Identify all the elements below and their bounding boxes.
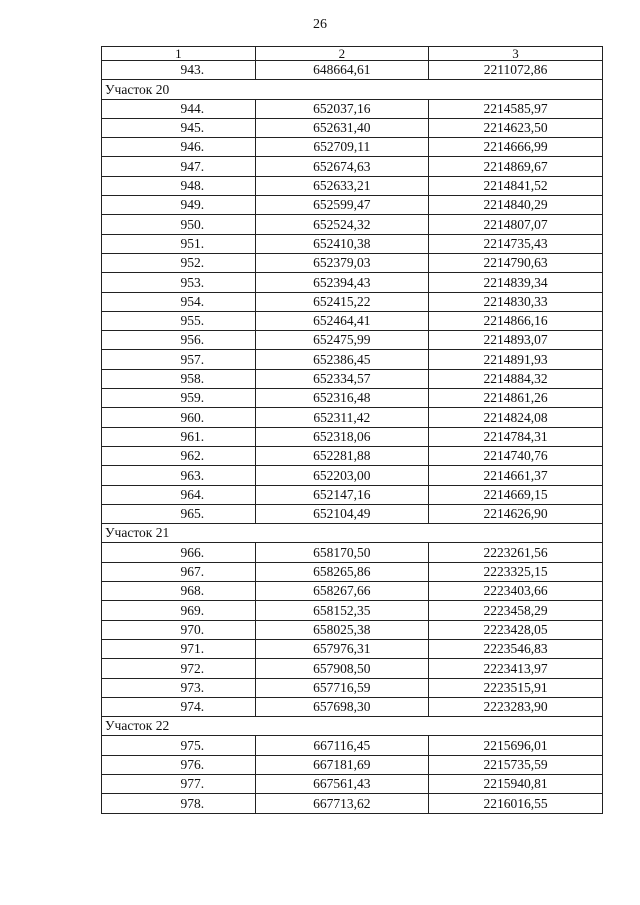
x-coordinate-cell: 652037,16 <box>255 99 428 118</box>
table-row <box>102 253 603 272</box>
y-coordinate-cell: 2214861,26 <box>429 389 603 408</box>
point-number-cell: 958. <box>102 369 256 388</box>
y-coordinate-cell: 2223458,29 <box>429 601 603 620</box>
table-row <box>102 369 603 388</box>
point-number-cell: 964. <box>102 485 256 504</box>
y-coordinate-cell: 2214824,08 <box>429 408 603 427</box>
point-number-cell: 953. <box>102 273 256 292</box>
table-row <box>102 350 603 369</box>
x-coordinate-cell: 652599,47 <box>255 196 428 215</box>
x-coordinate-cell: 658265,86 <box>255 562 428 581</box>
table-row <box>102 582 603 601</box>
table-row <box>102 504 603 523</box>
y-coordinate-cell: 2223515,91 <box>429 678 603 697</box>
table-row <box>102 794 603 813</box>
point-number-cell: 978. <box>102 794 256 813</box>
x-coordinate-cell: 652394,43 <box>255 273 428 292</box>
section-row <box>102 717 603 736</box>
table-row <box>102 138 603 157</box>
x-coordinate-cell: 667561,43 <box>255 774 428 793</box>
point-number-cell: 970. <box>102 620 256 639</box>
point-number-cell: 955. <box>102 311 256 330</box>
point-number-cell: 960. <box>102 408 256 427</box>
x-coordinate-cell: 657716,59 <box>255 678 428 697</box>
x-coordinate-cell: 658170,50 <box>255 543 428 562</box>
table-row <box>102 427 603 446</box>
page-number: 26 <box>313 17 327 32</box>
table-row <box>102 601 603 620</box>
table-row <box>102 331 603 350</box>
y-coordinate-cell: 2223403,66 <box>429 582 603 601</box>
y-coordinate-cell: 2214790,63 <box>429 253 603 272</box>
point-number-cell: 967. <box>102 562 256 581</box>
point-number-cell: 959. <box>102 389 256 408</box>
section-row <box>102 80 603 99</box>
y-coordinate-cell: 2223428,05 <box>429 620 603 639</box>
y-coordinate-cell: 2214891,93 <box>429 350 603 369</box>
x-coordinate-cell: 652709,11 <box>255 138 428 157</box>
x-coordinate-cell: 657976,31 <box>255 639 428 658</box>
x-coordinate-cell: 652464,41 <box>255 311 428 330</box>
x-coordinate-cell: 658152,35 <box>255 601 428 620</box>
y-coordinate-cell: 2214884,32 <box>429 369 603 388</box>
y-coordinate-cell: 2215735,59 <box>429 755 603 774</box>
table-row <box>102 118 603 137</box>
point-number-cell: 944. <box>102 99 256 118</box>
table-row <box>102 311 603 330</box>
table-row <box>102 736 603 755</box>
point-number-cell: 945. <box>102 118 256 137</box>
point-number-cell: 976. <box>102 755 256 774</box>
y-coordinate-cell: 2223325,15 <box>429 562 603 581</box>
point-number-cell: 954. <box>102 292 256 311</box>
y-coordinate-cell: 2214869,67 <box>429 157 603 176</box>
x-coordinate-cell: 652147,16 <box>255 485 428 504</box>
table-row <box>102 562 603 581</box>
point-number-cell: 949. <box>102 196 256 215</box>
x-coordinate-cell: 652524,32 <box>255 215 428 234</box>
x-coordinate-cell: 652674,63 <box>255 157 428 176</box>
table-row <box>102 697 603 716</box>
header-cell-3: 3 <box>429 47 603 61</box>
point-number-cell: 946. <box>102 138 256 157</box>
point-number-cell: 950. <box>102 215 256 234</box>
y-coordinate-cell: 2214841,52 <box>429 176 603 195</box>
y-coordinate-cell: 2214669,15 <box>429 485 603 504</box>
point-number-cell: 972. <box>102 659 256 678</box>
y-coordinate-cell: 2214623,50 <box>429 118 603 137</box>
y-coordinate-cell: 2223546,83 <box>429 639 603 658</box>
y-coordinate-cell: 2214839,34 <box>429 273 603 292</box>
x-coordinate-cell: 667116,45 <box>255 736 428 755</box>
y-coordinate-cell: 2215696,01 <box>429 736 603 755</box>
table-row <box>102 620 603 639</box>
x-coordinate-cell: 658267,66 <box>255 582 428 601</box>
point-number-cell: 961. <box>102 427 256 446</box>
point-number-cell: 973. <box>102 678 256 697</box>
y-coordinate-cell: 2214666,99 <box>429 138 603 157</box>
x-coordinate-cell: 652633,21 <box>255 176 428 195</box>
point-number-cell: 965. <box>102 504 256 523</box>
x-coordinate-cell: 652311,42 <box>255 408 428 427</box>
x-coordinate-cell: 652318,06 <box>255 427 428 446</box>
table-row <box>102 446 603 465</box>
point-number-cell: 947. <box>102 157 256 176</box>
point-number-cell: 975. <box>102 736 256 755</box>
point-number-cell: 963. <box>102 466 256 485</box>
x-coordinate-cell: 658025,38 <box>255 620 428 639</box>
point-number-cell: 969. <box>102 601 256 620</box>
y-coordinate-cell: 2214626,90 <box>429 504 603 523</box>
table-row <box>102 543 603 562</box>
table-row <box>102 408 603 427</box>
table-header-row <box>102 47 603 61</box>
y-coordinate-cell: 2214740,76 <box>429 446 603 465</box>
point-number-cell: 962. <box>102 446 256 465</box>
point-number-cell: 952. <box>102 253 256 272</box>
point-number-cell: 948. <box>102 176 256 195</box>
table-row <box>102 774 603 793</box>
y-coordinate-cell: 2216016,55 <box>429 794 603 813</box>
y-coordinate-cell: 2223261,56 <box>429 543 603 562</box>
x-coordinate-cell: 652334,57 <box>255 369 428 388</box>
y-coordinate-cell: 2214830,33 <box>429 292 603 311</box>
x-coordinate-cell: 657698,30 <box>255 697 428 716</box>
y-coordinate-cell: 2211072,86 <box>429 61 603 80</box>
section-label: Участок 22 <box>102 717 603 736</box>
section-row <box>102 524 603 543</box>
y-coordinate-cell: 2214807,07 <box>429 215 603 234</box>
table-row <box>102 389 603 408</box>
y-coordinate-cell: 2214840,29 <box>429 196 603 215</box>
table-row <box>102 61 603 80</box>
point-number-cell: 951. <box>102 234 256 253</box>
x-coordinate-cell: 652475,99 <box>255 331 428 350</box>
x-coordinate-cell: 652631,40 <box>255 118 428 137</box>
table-row <box>102 215 603 234</box>
table-row <box>102 99 603 118</box>
point-number-cell: 957. <box>102 350 256 369</box>
point-number-cell: 974. <box>102 697 256 716</box>
table-row <box>102 176 603 195</box>
y-coordinate-cell: 2214893,07 <box>429 331 603 350</box>
point-number-cell: 977. <box>102 774 256 793</box>
y-coordinate-cell: 2214866,16 <box>429 311 603 330</box>
point-number-cell: 956. <box>102 331 256 350</box>
x-coordinate-cell: 657908,50 <box>255 659 428 678</box>
point-number-cell: 968. <box>102 582 256 601</box>
x-coordinate-cell: 652379,03 <box>255 253 428 272</box>
y-coordinate-cell: 2223283,90 <box>429 697 603 716</box>
section-label: Участок 21 <box>102 524 603 543</box>
table-row <box>102 659 603 678</box>
y-coordinate-cell: 2223413,97 <box>429 659 603 678</box>
x-coordinate-cell: 652104,49 <box>255 504 428 523</box>
x-coordinate-cell: 652203,00 <box>255 466 428 485</box>
point-number-cell: 971. <box>102 639 256 658</box>
x-coordinate-cell: 652316,48 <box>255 389 428 408</box>
x-coordinate-cell: 652386,45 <box>255 350 428 369</box>
table-row <box>102 234 603 253</box>
point-number-cell: 943. <box>102 61 256 80</box>
x-coordinate-cell: 667181,69 <box>255 755 428 774</box>
coordinates-table-body <box>102 47 603 814</box>
table-row <box>102 466 603 485</box>
x-coordinate-cell: 648664,61 <box>255 61 428 80</box>
table-row <box>102 755 603 774</box>
x-coordinate-cell: 652281,88 <box>255 446 428 465</box>
table-row <box>102 639 603 658</box>
y-coordinate-cell: 2214784,31 <box>429 427 603 446</box>
table-row <box>102 485 603 504</box>
section-label: Участок 20 <box>102 80 603 99</box>
y-coordinate-cell: 2214661,37 <box>429 466 603 485</box>
header-cell-1: 1 <box>102 47 256 61</box>
table-row <box>102 196 603 215</box>
y-coordinate-cell: 2214585,97 <box>429 99 603 118</box>
table-row <box>102 292 603 311</box>
x-coordinate-cell: 652415,22 <box>255 292 428 311</box>
x-coordinate-cell: 652410,38 <box>255 234 428 253</box>
y-coordinate-cell: 2215940,81 <box>429 774 603 793</box>
table-row <box>102 678 603 697</box>
table-row <box>102 157 603 176</box>
x-coordinate-cell: 667713,62 <box>255 794 428 813</box>
header-cell-2: 2 <box>255 47 428 61</box>
y-coordinate-cell: 2214735,43 <box>429 234 603 253</box>
coordinates-table <box>101 46 603 814</box>
point-number-cell: 966. <box>102 543 256 562</box>
table-row <box>102 273 603 292</box>
